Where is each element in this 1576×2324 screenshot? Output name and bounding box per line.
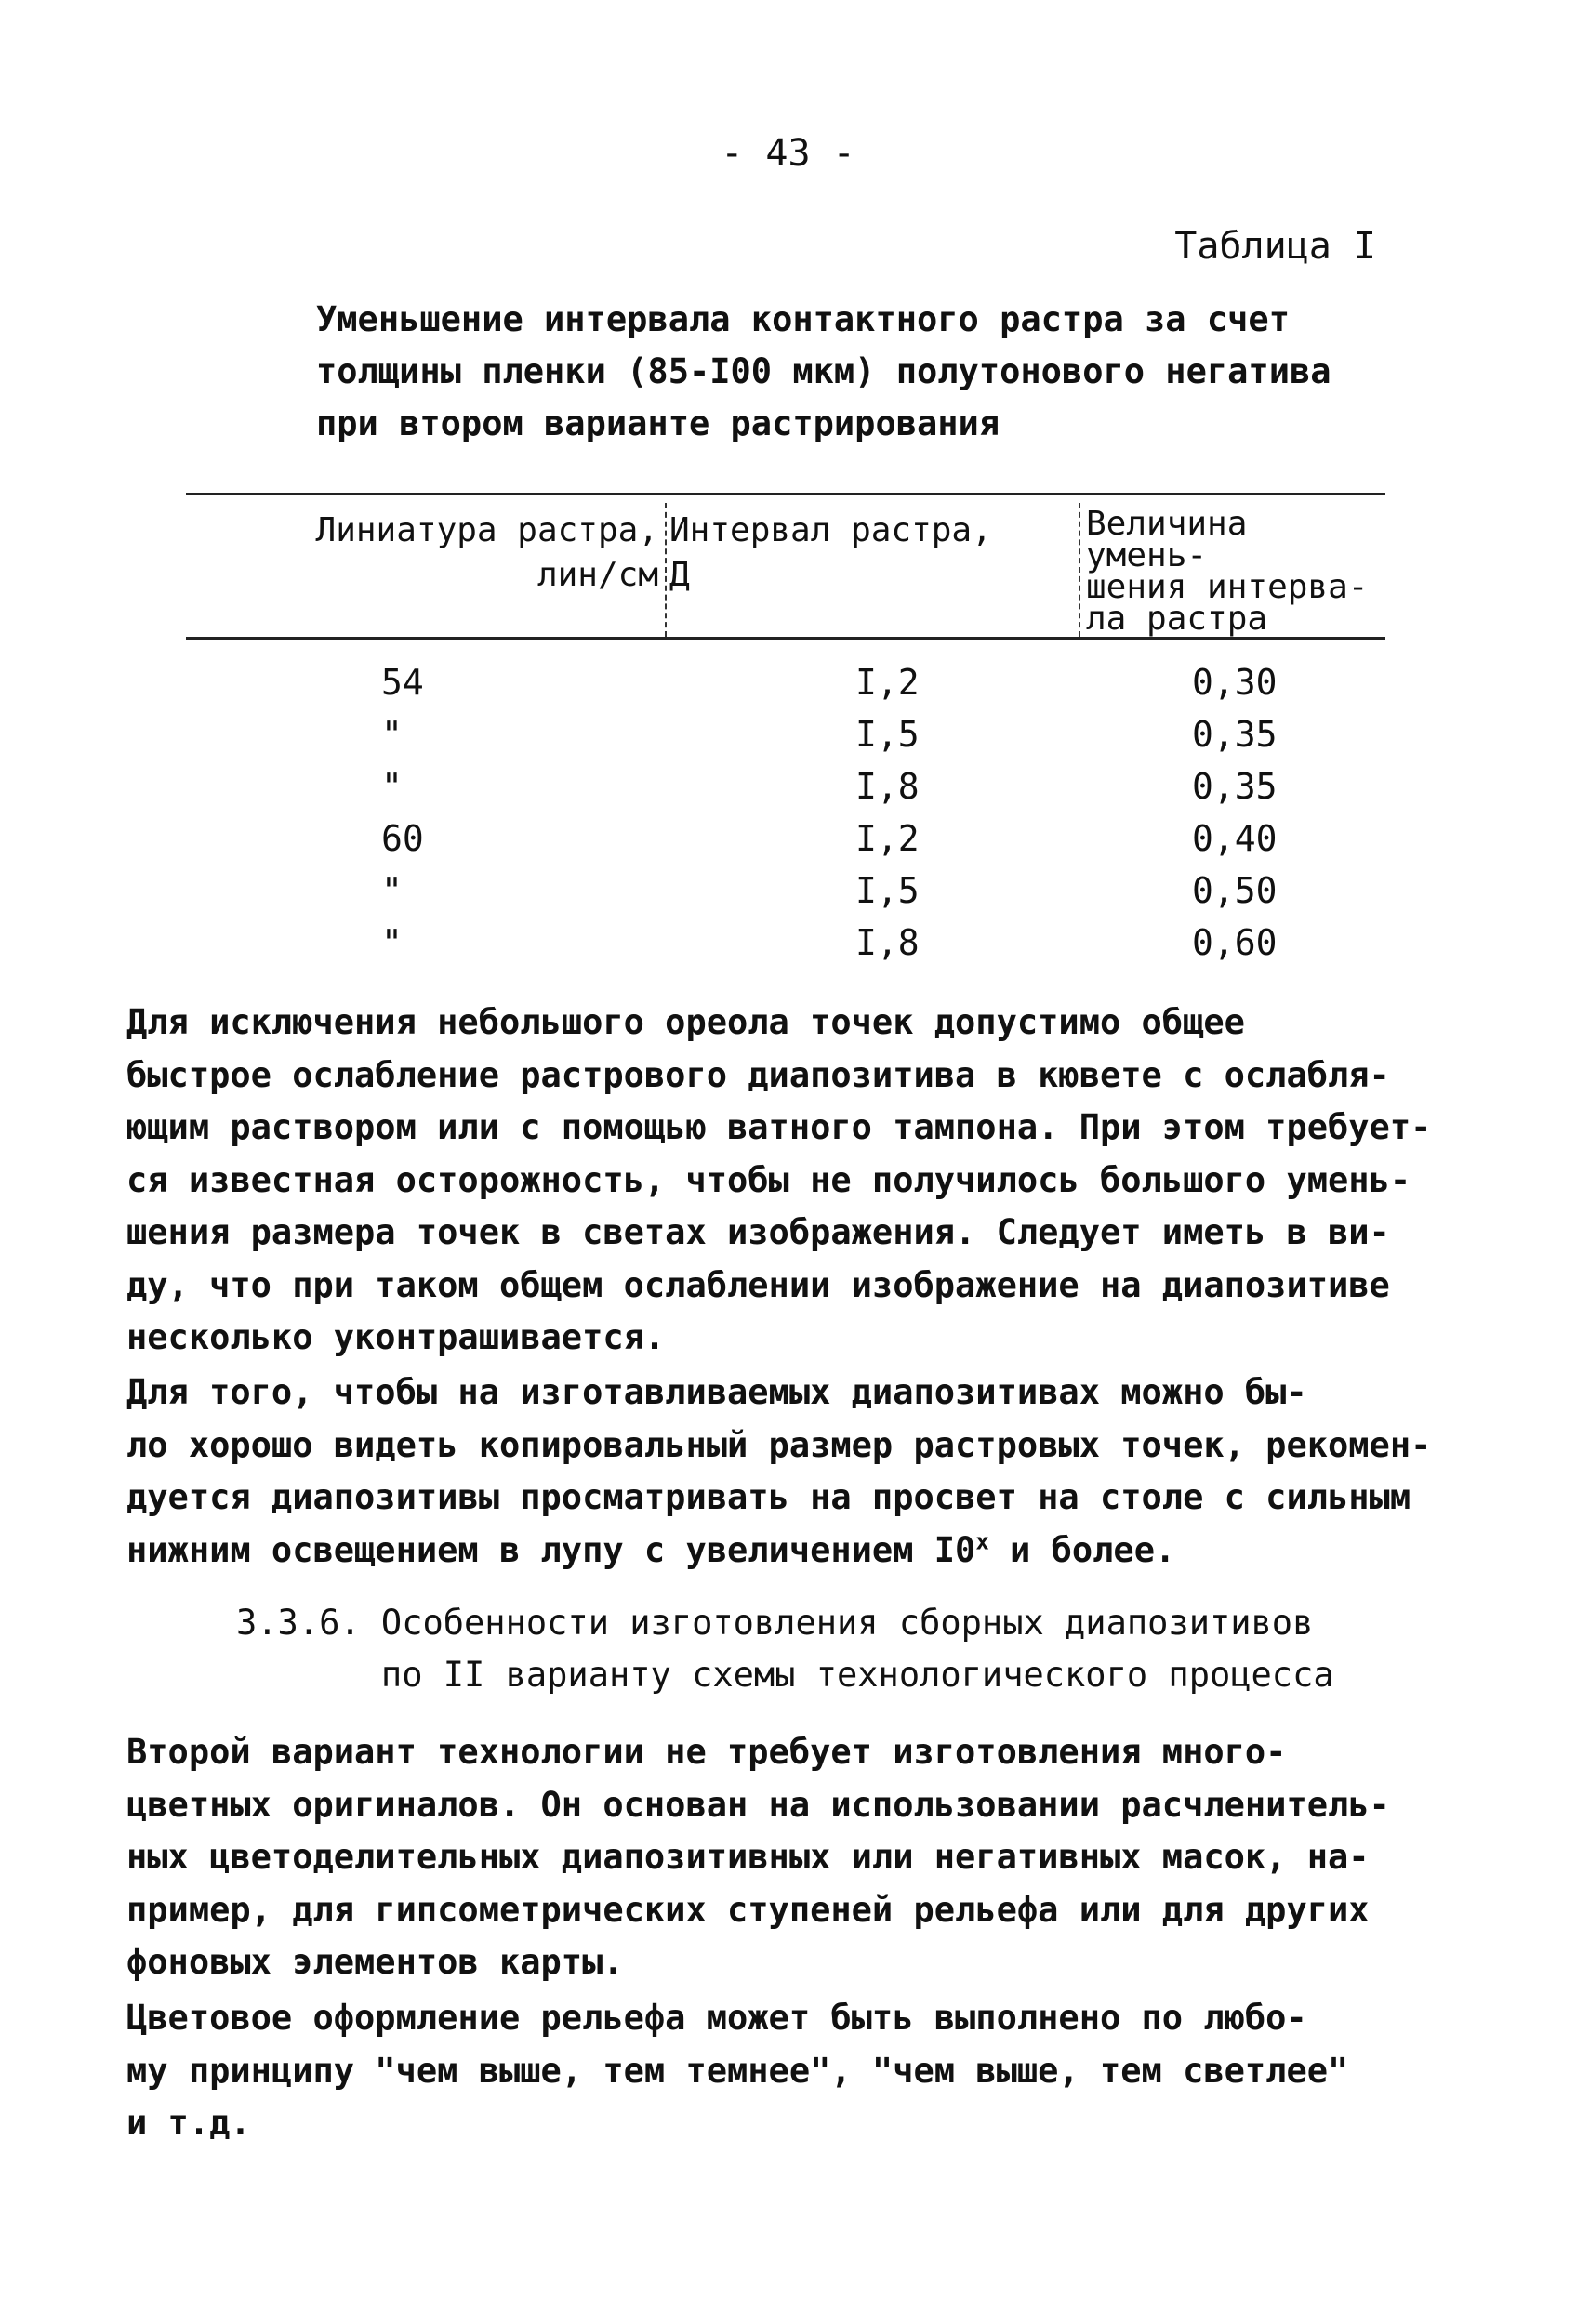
paragraph-weakening: Для исключения небольшого ореола точек допустимо общее быстрое ослабление растрового диапозитива в кювете с ослабля- ющим раствором или с помощью ватного тампона. При этом требует- ся известная осторожность, чтобы не получилось большого умень- шения размера точек в светах изображения. Следует иметь в ви- ду, что при таком общем ослаблении изображение на диапозитиве несколько уконтрашивается. [126, 1002, 1432, 1357]
cell-interval: I,2 [855, 662, 920, 703]
cell-interval: I,2 [855, 818, 920, 859]
cell-lineature: " [381, 870, 403, 911]
paragraph-relief-color: Цветовое оформление рельефа может быть выполнено по любо- му принципу "чем выше, тем темнее", "чем выше, тем светлее" и т.д. [126, 1998, 1349, 2143]
column-divider [665, 503, 667, 637]
paragraph-viewing-tail: и более. [988, 1529, 1176, 1570]
page-number: - 43 - [721, 132, 855, 175]
cell-reduction: 0,50 [1192, 870, 1278, 911]
header-interval: Интервал растра, Д [669, 511, 992, 594]
cell-lineature: " [381, 766, 403, 807]
cell-lineature: 60 [381, 818, 424, 859]
cell-reduction: 0,40 [1192, 818, 1278, 859]
cell-lineature: " [381, 714, 403, 755]
magnification-superscript: х [975, 1528, 989, 1555]
table-row [186, 766, 1385, 818]
header-reduction: Величина умень- шения интерва- ла растра [1086, 505, 1369, 638]
cell-interval: I,8 [855, 766, 920, 807]
cell-reduction: 0,35 [1192, 766, 1278, 807]
cell-lineature: " [381, 922, 403, 963]
cell-lineature: 54 [381, 662, 424, 703]
cell-interval: I,8 [855, 922, 920, 963]
table-row [186, 818, 1385, 870]
cell-reduction: 0,60 [1192, 922, 1278, 963]
table-header [186, 495, 1385, 637]
table-row [186, 922, 1385, 974]
cell-reduction: 0,35 [1192, 714, 1278, 755]
cell-interval: I,5 [855, 714, 920, 755]
header-lineature: Линиатура растра, лин/см [315, 511, 658, 594]
table-row [186, 870, 1385, 922]
table-caption: Уменьшение интервала контактного растра за счет толщины пленки (85-I00 мкм) полутонового негатива при втором варианте растрирования [316, 299, 1331, 443]
column-divider [1079, 503, 1080, 637]
paragraph-viewing [126, 1367, 1465, 1577]
paragraph-second-variant: Второй вариант технологии не требует изготовления много- цветных оригиналов. Он основан на использовании расчленитель- ных цветоделительных диапозитивных или негативных масок, на- пример, для гипсометрических ступеней рельефа или для других фоновых элементов карты. [126, 1732, 1390, 1982]
table-label: Таблица I [1174, 225, 1376, 268]
table-row [186, 662, 1385, 714]
cell-reduction: 0,30 [1192, 662, 1278, 703]
cell-interval: I,5 [855, 870, 920, 911]
paragraph-viewing-text: Для того, чтобы на изготавливаемых диапозитивах можно бы- ло хорошо видеть копировальный размер растровых точек, рекомен- дуется диапозитивы просматривать на просвет на столе с сильным нижним освещением в лупу с увеличением I0 [126, 1372, 1432, 1570]
data-table [186, 493, 1385, 974]
table-row [186, 714, 1385, 766]
section-heading: 3.3.6. Особенности изготовления сборных диапозитивов по II варианту схемы технологического процесса [236, 1603, 1334, 1695]
table-body [186, 640, 1385, 974]
